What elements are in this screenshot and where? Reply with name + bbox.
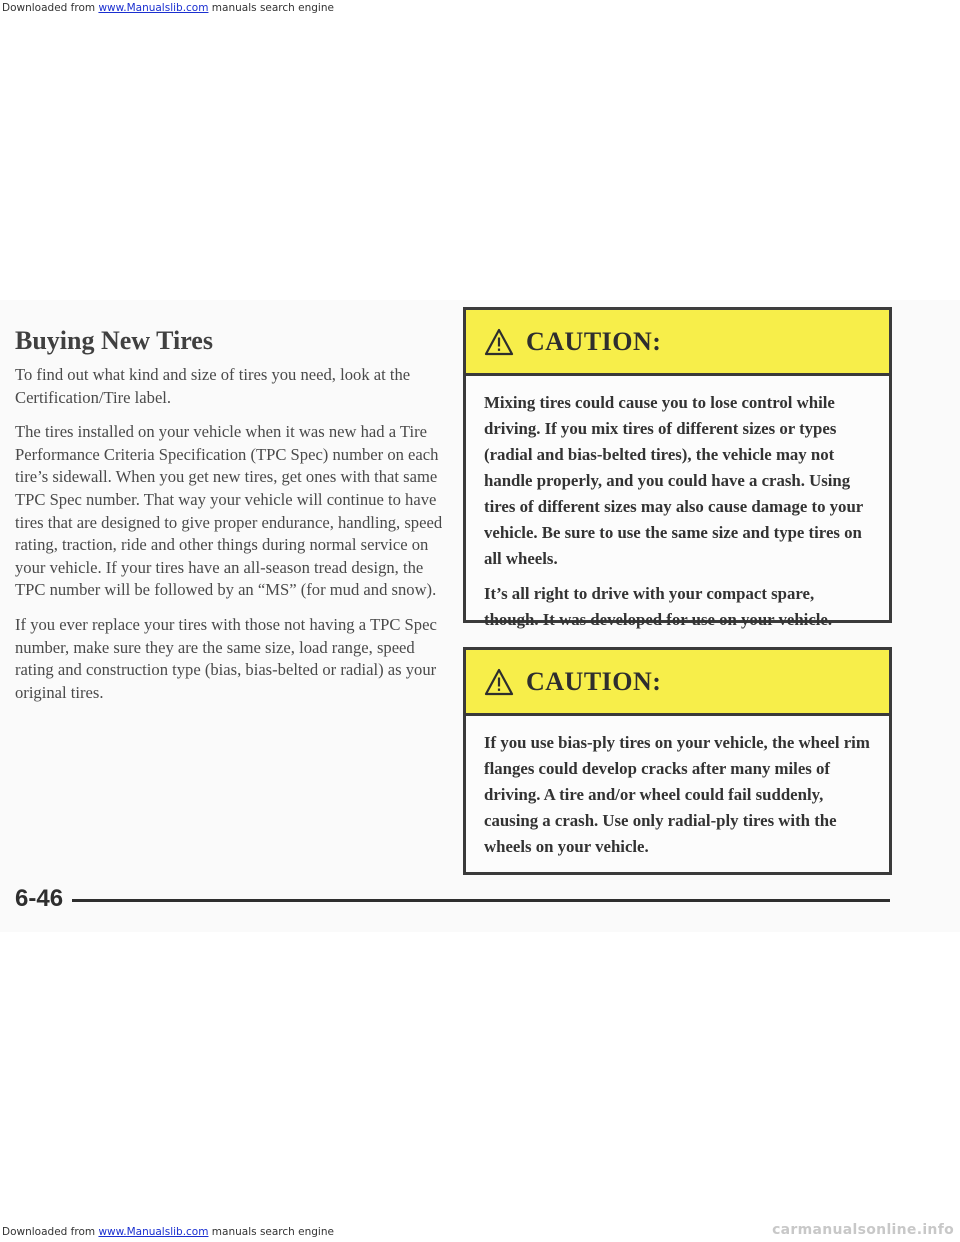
paragraph: The tires installed on your vehicle when it was new had a Tire Performance Criteria Specification (TPC Spec) number on each tire’s sidewall. When you get new tires, get ones with that same TPC Spec number. That way your vehicle will continue to have tires that are designed to give proper endurance, handling, speed rating, traction, ride and other things during normal service on your vehicle. If your tires have an all-season tread design, the TPC number will be followed by an “MS” (for mud and snow). — [15, 422, 443, 600]
caution-box — [463, 647, 892, 875]
page-number: 6-46 — [15, 885, 64, 912]
download-banner-top — [0, 0, 334, 16]
banner-suffix: manuals search engine — [208, 1226, 334, 1238]
caution-text: If you use bias-ply tires on your vehicle, the wheel rim flanges could develop cracks after many miles of driving. A tire and/or wheel could fail suddenly, causing a crash. Use only radial-ply tires with the wheels on your vehicle. — [484, 733, 870, 856]
page-footer-rule — [72, 899, 890, 902]
watermark: carmanualsonline.info — [772, 1222, 954, 1238]
body-text — [15, 364, 453, 716]
caution-box — [463, 307, 892, 629]
caution-body — [466, 376, 889, 647]
manualslib-link[interactable]: www.Manualslib.com — [98, 1226, 209, 1238]
download-banner-bottom — [0, 1224, 334, 1240]
banner-prefix: Downloaded from — [2, 2, 99, 14]
caution-body — [466, 716, 889, 874]
caution-label: CAUTION: — [526, 666, 662, 696]
paragraph: To find out what kind and size of tires you need, look at the Certification/Tire label. — [15, 365, 411, 407]
warning-triangle-icon — [484, 668, 514, 696]
caution-header — [466, 650, 889, 716]
caution-header — [466, 310, 889, 376]
caution-label: CAUTION: — [526, 326, 662, 356]
caution-text: Mixing tires could cause you to lose control while driving. If you mix tires of different sizes or types (radial and bias-belted tires), the vehicle may not handle properly, and you could have a crash. Using tires of different sizes may also cause damage to your vehicle. Be sure to use the same size and type tires on all wheels. — [484, 393, 863, 568]
manualslib-link[interactable]: www.Manualslib.com — [98, 2, 209, 14]
banner-suffix: manuals search engine — [208, 2, 334, 14]
caution-text: It’s all right to drive with your compact spare, though. It was developed for use on your vehicle. — [484, 584, 833, 629]
section-title: Buying New Tires — [15, 326, 213, 355]
warning-triangle-icon — [484, 328, 514, 356]
banner-prefix: Downloaded from — [2, 1226, 99, 1238]
paragraph: If you ever replace your tires with those not having a TPC Spec number, make sure they are the same size, load range, speed rating and construction type (bias, bias-belted or radial) as your original tires. — [15, 614, 437, 702]
